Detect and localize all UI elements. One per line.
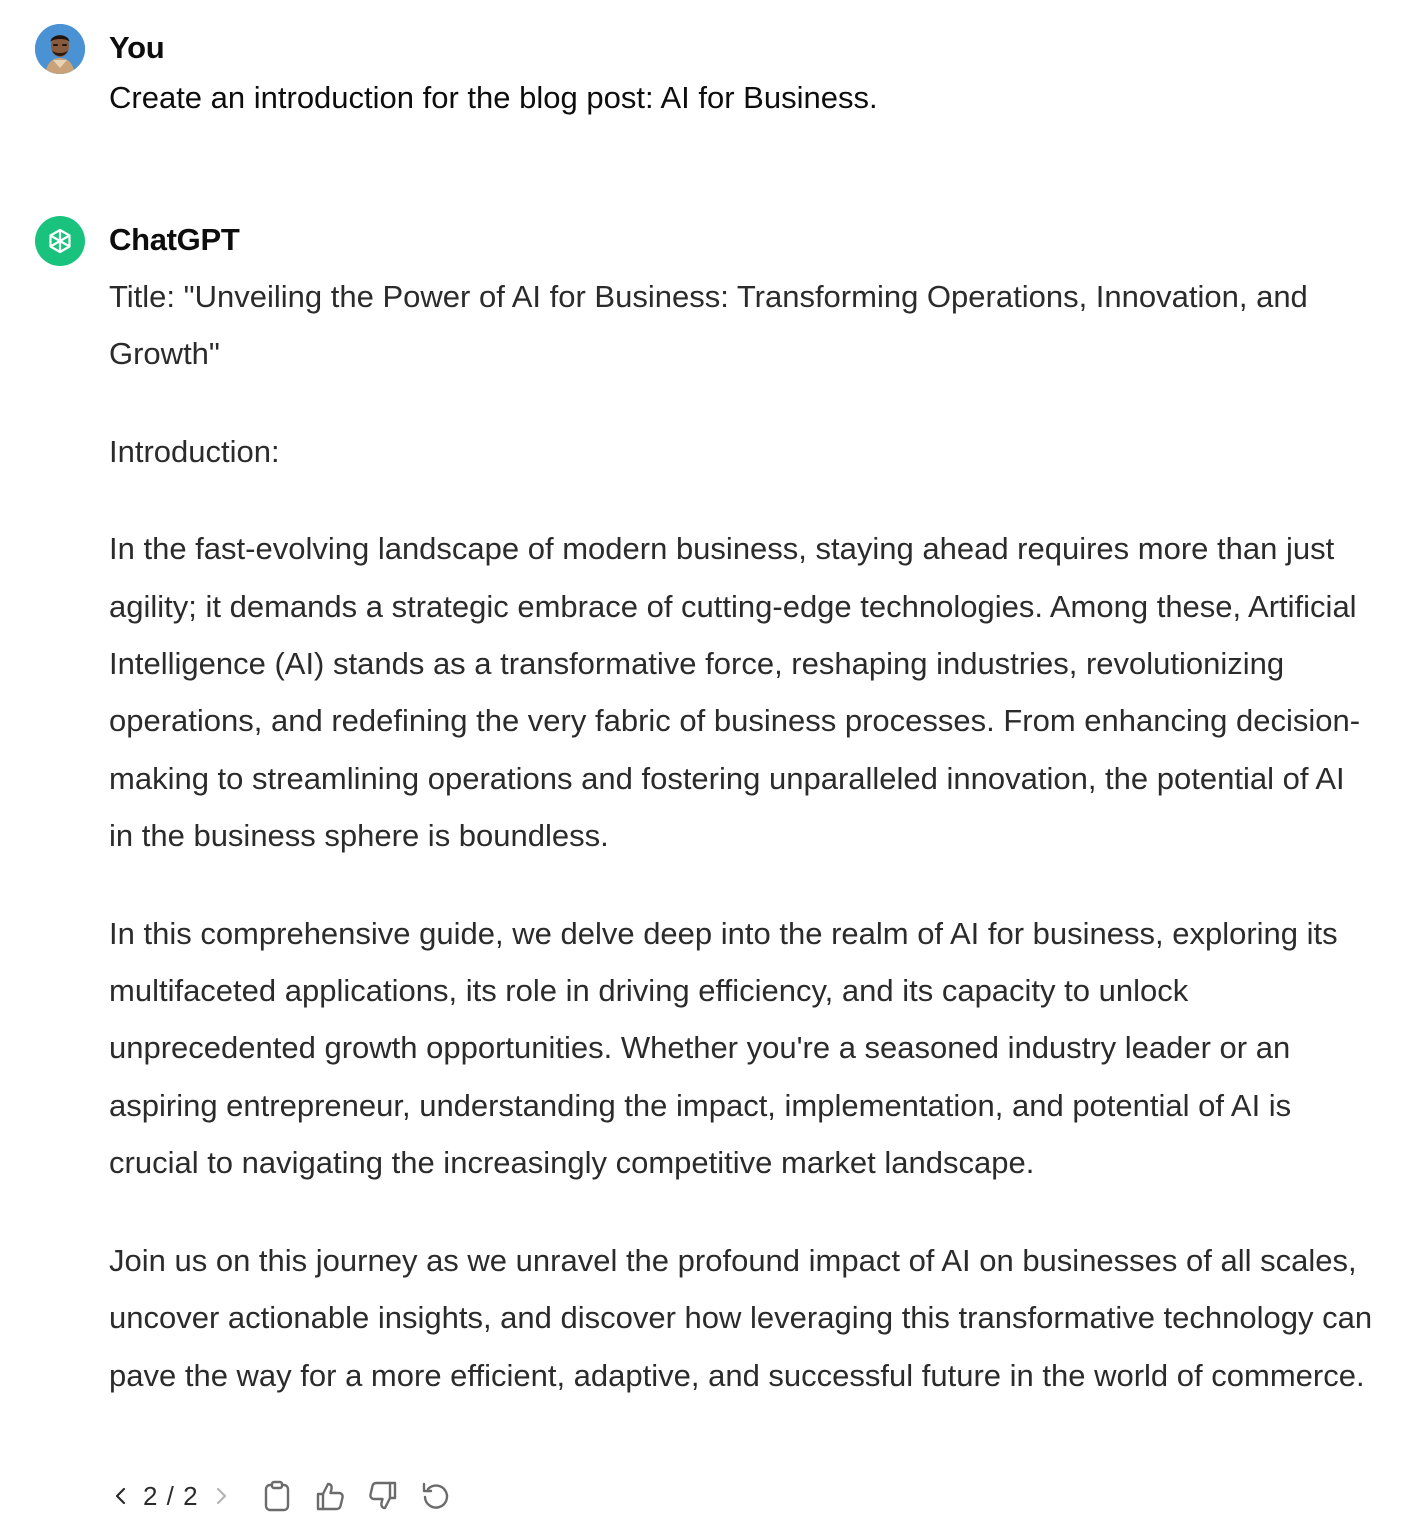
regenerate-button[interactable] [416, 1476, 456, 1516]
assistant-author-name: ChatGPT [109, 222, 240, 257]
assistant-reply [109, 268, 1374, 1404]
copy-button[interactable] [257, 1476, 297, 1516]
chevron-right-icon [214, 1486, 228, 1506]
thumbs-up-button[interactable] [310, 1476, 350, 1516]
reply-paragraph-2: In this comprehensive guide, we delve deep into the realm of AI for business, exploring its multifaceted applications, its role in driving efficiency, and its capacity to unlock unprecedented growth opportunities. Whether you're a seasoned industry leader or an aspiring entrepreneur, understanding the impact, implementation, and potential of AI is crucial to navigating the increasingly competitive market landscape. [109, 915, 1338, 1181]
thumbs-down-button[interactable] [363, 1476, 403, 1516]
reply-intro-heading: Introduction: [109, 433, 280, 469]
previous-response-button[interactable] [109, 1481, 133, 1511]
reply-paragraph-3: Join us on this journey as we unravel the profound impact of AI on businesses of all scales, uncover actionable insights, and discover how leveraging this transformative technology can pave the way for a more efficient, adaptive, and successful future in the world of commerce. [109, 1242, 1373, 1393]
next-response-button[interactable] [209, 1481, 233, 1511]
user-message-text: Create an introduction for the blog post: AI for Business. [109, 80, 878, 115]
regenerate-icon [420, 1480, 452, 1512]
user-avatar [35, 24, 85, 74]
pager-count: 2 / 2 [143, 1480, 199, 1511]
user-author-name: You [109, 30, 165, 65]
chatgpt-avatar [35, 216, 85, 266]
message-action-toolbar [109, 1474, 469, 1518]
thumbs-up-icon [314, 1480, 346, 1512]
thumbs-down-icon [367, 1480, 399, 1512]
user-avatar-portrait-icon [35, 24, 85, 74]
response-pager [109, 1481, 233, 1512]
reply-title-paragraph: Title: "Unveiling the Power of AI for Business: Transforming Operations, Innovation, and Growth" [109, 279, 1308, 372]
chevron-left-icon [114, 1486, 128, 1506]
openai-logo-icon [44, 225, 76, 257]
clipboard-icon [263, 1480, 291, 1512]
reply-paragraph-1: In the fast-evolving landscape of modern business, staying ahead requires more than just agility; it demands a strategic embrace of cutting-edge technologies. Among these, Artificial Intelligence (AI) stands as a transformative force, reshaping industries, revolutionizing operations, and redefining the very fabric of business processes. From enhancing decision-making to streamlining operations and fostering unparalleled innovation, the potential of AI in the business sphere is boundless. [109, 531, 1361, 854]
